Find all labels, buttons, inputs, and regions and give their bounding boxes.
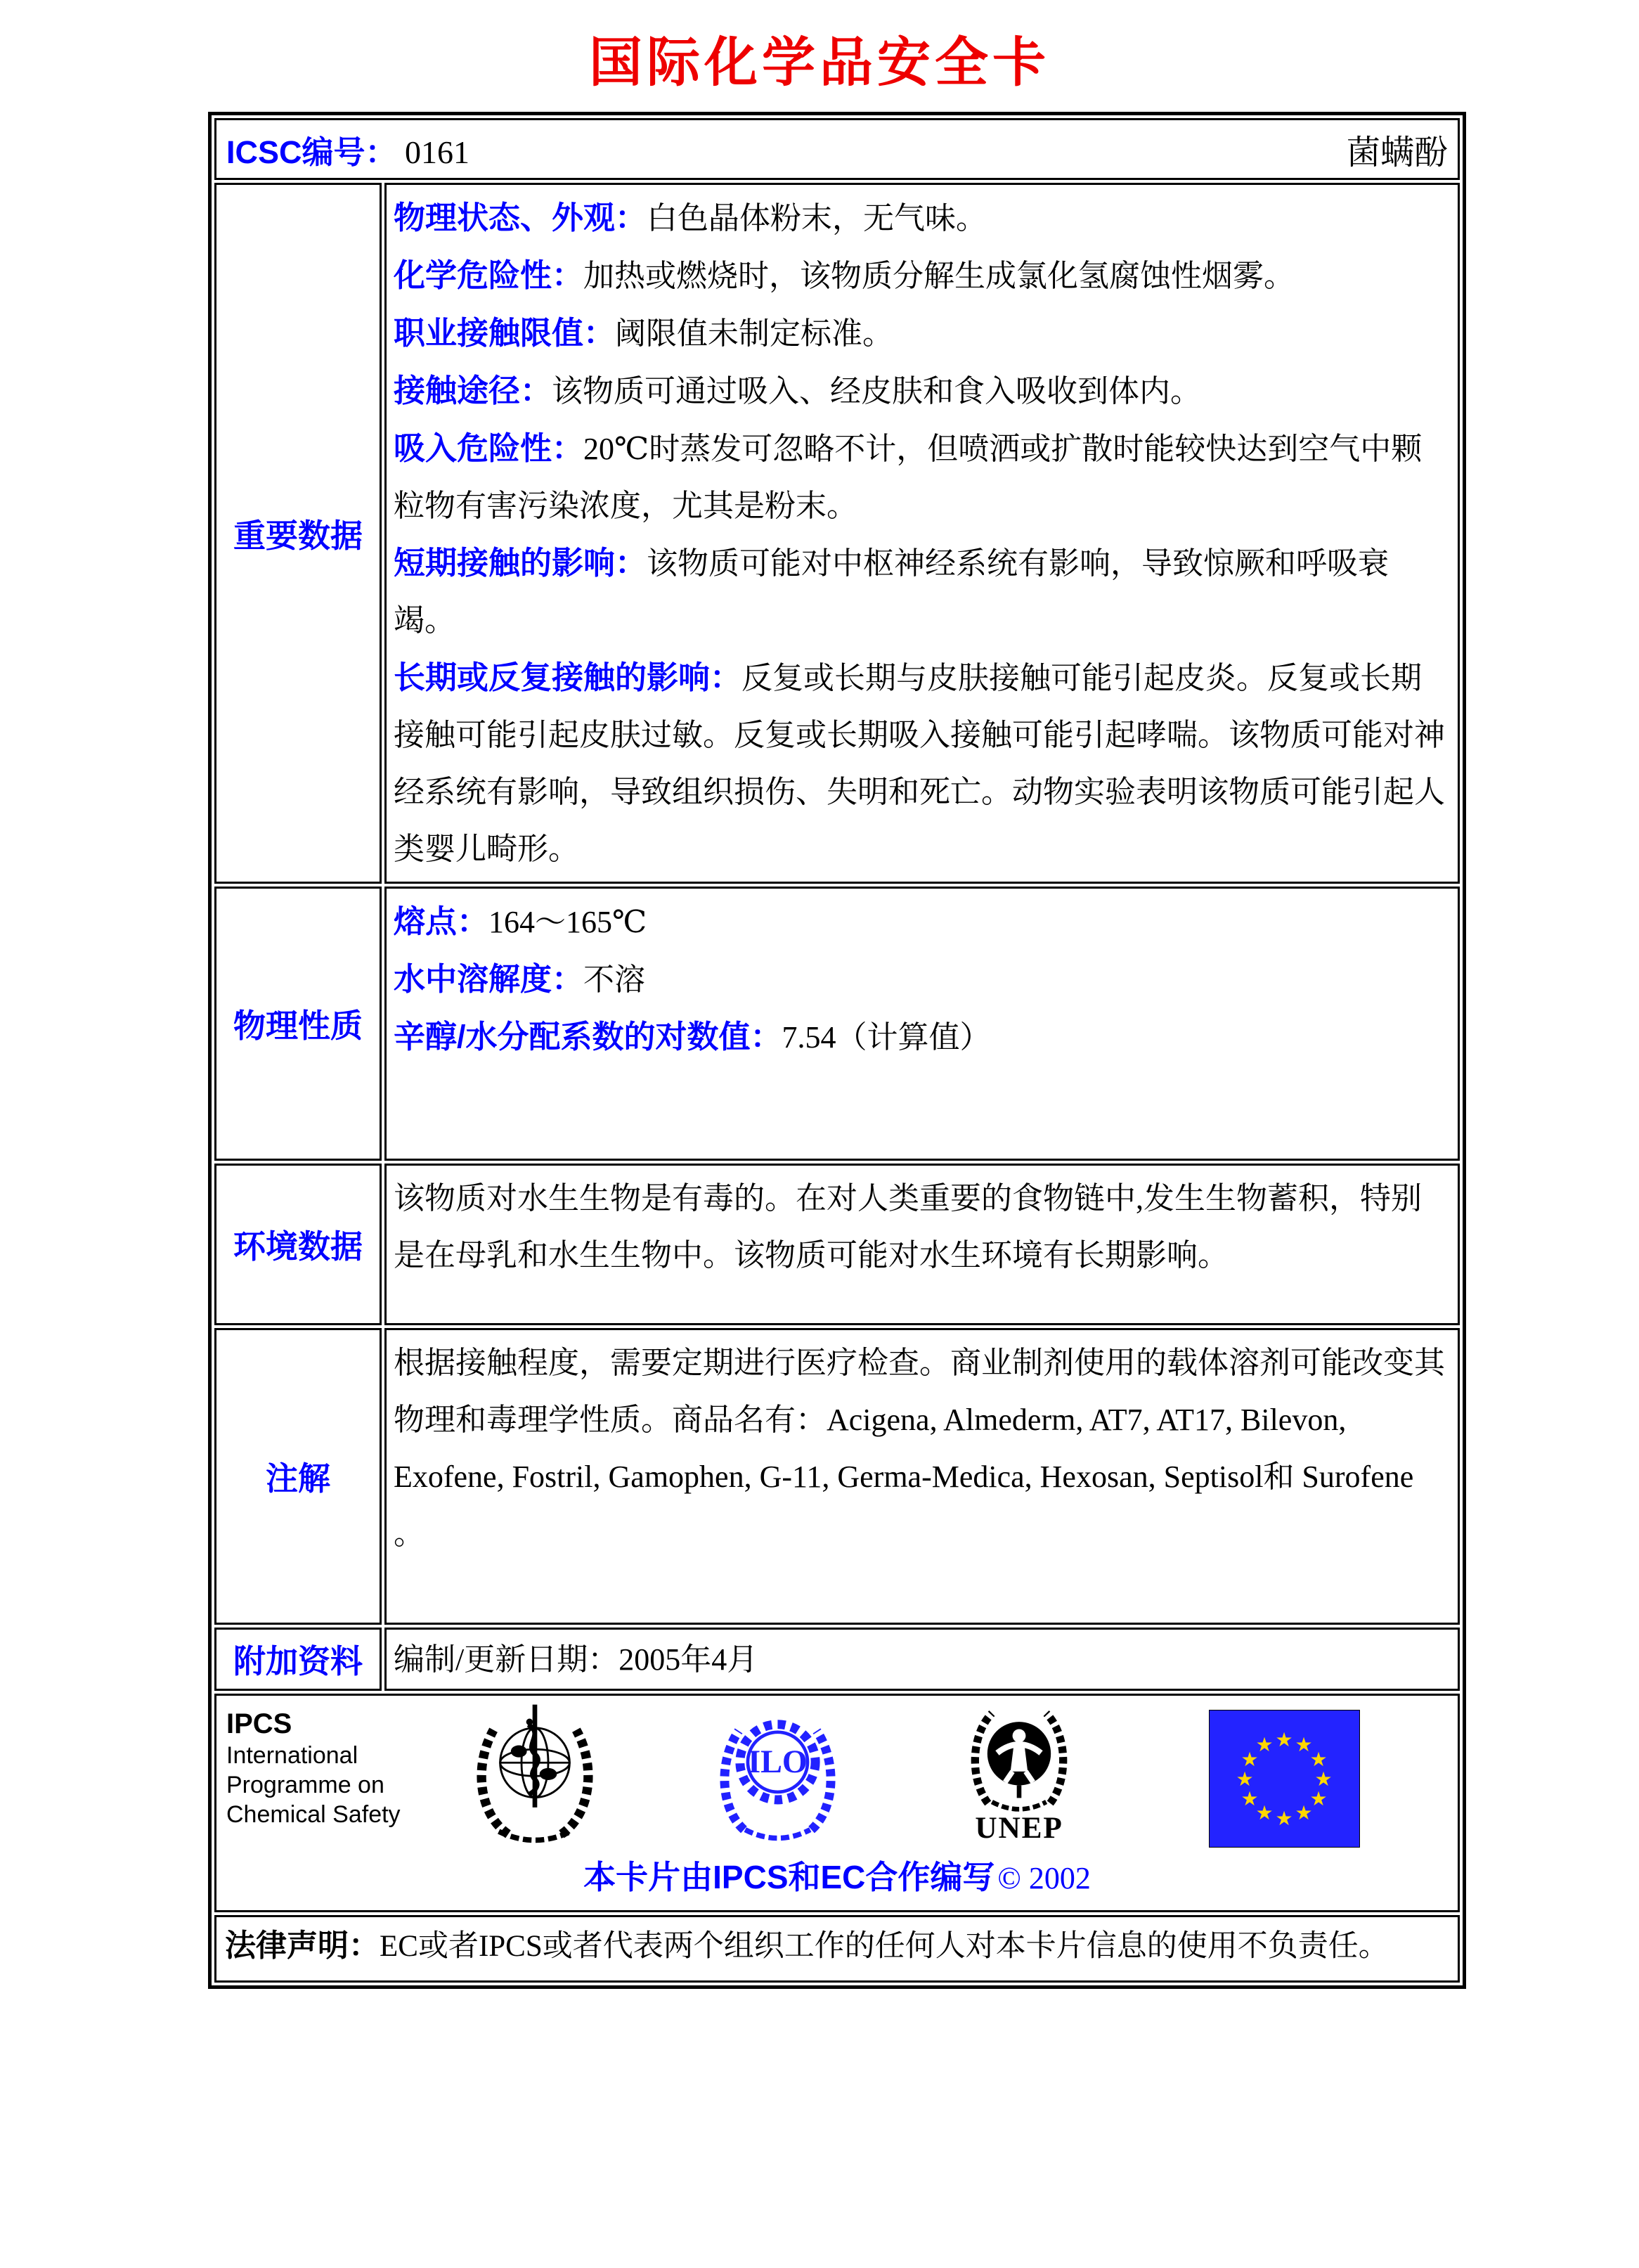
svg-text:★: ★ [1255,1733,1274,1756]
notes-label: 注解 [214,1328,382,1625]
svg-text:★: ★ [1275,1807,1293,1830]
chemical-name: 菌螨酚 [1346,134,1448,172]
svg-text:★: ★ [1314,1767,1333,1791]
icsc-number-group [226,127,469,172]
physical-item: 水中溶解度：不溶 [394,961,646,997]
ipcs-text-block: IPCS International Programme on Chemical Safety [226,1708,401,1828]
important-data-label: 重要数据 [214,183,382,884]
environmental-data-label: 环境数据 [214,1164,382,1325]
svg-text:★: ★ [1255,1801,1274,1824]
additional-info-row [214,1628,1460,1691]
legal-row [214,1915,1460,1983]
svg-text:★: ★ [1236,1767,1254,1791]
physical-item: 辛醇/水分配系数的对数值：7.54（计算值） [394,1019,991,1055]
page-title: 国际化学品安全卡 [589,33,1050,93]
icsc-number-label: ICSC编号： [226,134,397,170]
svg-text:ILO: ILO [748,1744,808,1781]
svg-text:★: ★ [1240,1748,1259,1771]
additional-info-content: 编制/更新日期：2005年4月 [384,1628,1460,1691]
legal-text: EC或者IPCS或者代表两个组织工作的任何人对本卡片信息的使用不负责任。 [380,1930,1389,1963]
copyright-text: © 2002 [997,1861,1091,1895]
svg-text:★: ★ [1275,1728,1293,1751]
physical-properties-content [384,887,1460,1161]
physical-properties-label: 物理性质 [214,887,382,1161]
ilo-logo-icon [713,1700,843,1848]
additional-info-label: 附加资料 [214,1628,382,1691]
legal-label: 法律声明： [225,1928,380,1963]
header-row [214,118,1460,180]
environmental-data-row [214,1164,1460,1325]
physical-properties-row [214,887,1460,1161]
header-cell [214,118,1460,180]
who-logo-icon [468,1697,602,1848]
svg-text:★: ★ [1295,1801,1313,1824]
caption-text: 本卡片由IPCS和EC合作编写 [583,1859,995,1895]
important-item: 长期或反复接触的影响：反复或长期与皮肤接触可能引起皮炎。反复或长期接触可能引起皮肤过敏。反复或长期吸入接触可能引起哮喘。该物质可能对神经系统有影响，导致组织损伤、失明和死亡。动物实验表明该物质可能引起人类婴儿畸形。 [394,659,1445,866]
physical-item: 熔点：164～165℃ [394,903,647,939]
caption-line [216,1852,1458,1898]
important-item: 接触途径：该物质可通过吸入、经皮肤和食入吸收到体内。 [394,373,1202,408]
important-item: 吸入危险性：20℃时蒸发可忽略不计，但喷洒或扩散时能较快达到空气中颗粒物有害污染浓度，尤其是粉末。 [394,430,1423,523]
ipcs-title: IPCS [226,1708,292,1739]
important-data-row [214,183,1460,884]
icsc-number-value: 0161 [405,134,470,170]
environmental-data-content: 该物质对水生生物是有毒的。在对人类重要的食物链中,发生生物蓄积，特别是在母乳和水生生物中。该物质可能对水生环境有长期影响。 [384,1164,1460,1325]
svg-text:★: ★ [1240,1787,1259,1810]
important-item: 短期接触的影响：该物质可能对中枢神经系统有影响，导致惊厥和呼吸衰竭。 [394,545,1389,638]
logos-cell [214,1694,1460,1912]
important-item: 化学危险性：加热或燃烧时，该物质分解生成氯化氢腐蚀性烟雾。 [394,257,1295,293]
svg-text:★: ★ [1309,1748,1328,1771]
eu-flag-icon [1209,1710,1360,1848]
important-item: 职业接触限值：阈限值未制定标准。 [394,315,894,351]
logos-row [214,1694,1460,1912]
important-data-content [384,183,1460,884]
svg-text:UNEP: UNEP [975,1810,1063,1845]
svg-text:★: ★ [1309,1787,1328,1810]
important-item: 物理状态、外观：白色晶体粉末，无气味。 [394,200,987,236]
notes-content: 根据接触程度，需要定期进行医疗检查。商业制剂使用的载体溶剂可能改变其物理和毒理学性质。商品名有：Acigena, Almederm, AT7, AT17, Bilevon, Exofene, Fostril, Gamophen, G-11, Germa-Medica, Hexosan, Septisol和 Surofene 。 [384,1328,1460,1625]
legal-cell [214,1915,1460,1983]
notes-row [214,1328,1460,1625]
svg-text:★: ★ [1295,1733,1313,1756]
unep-logo-icon [963,1696,1075,1864]
icsc-card-table [208,112,1466,1989]
